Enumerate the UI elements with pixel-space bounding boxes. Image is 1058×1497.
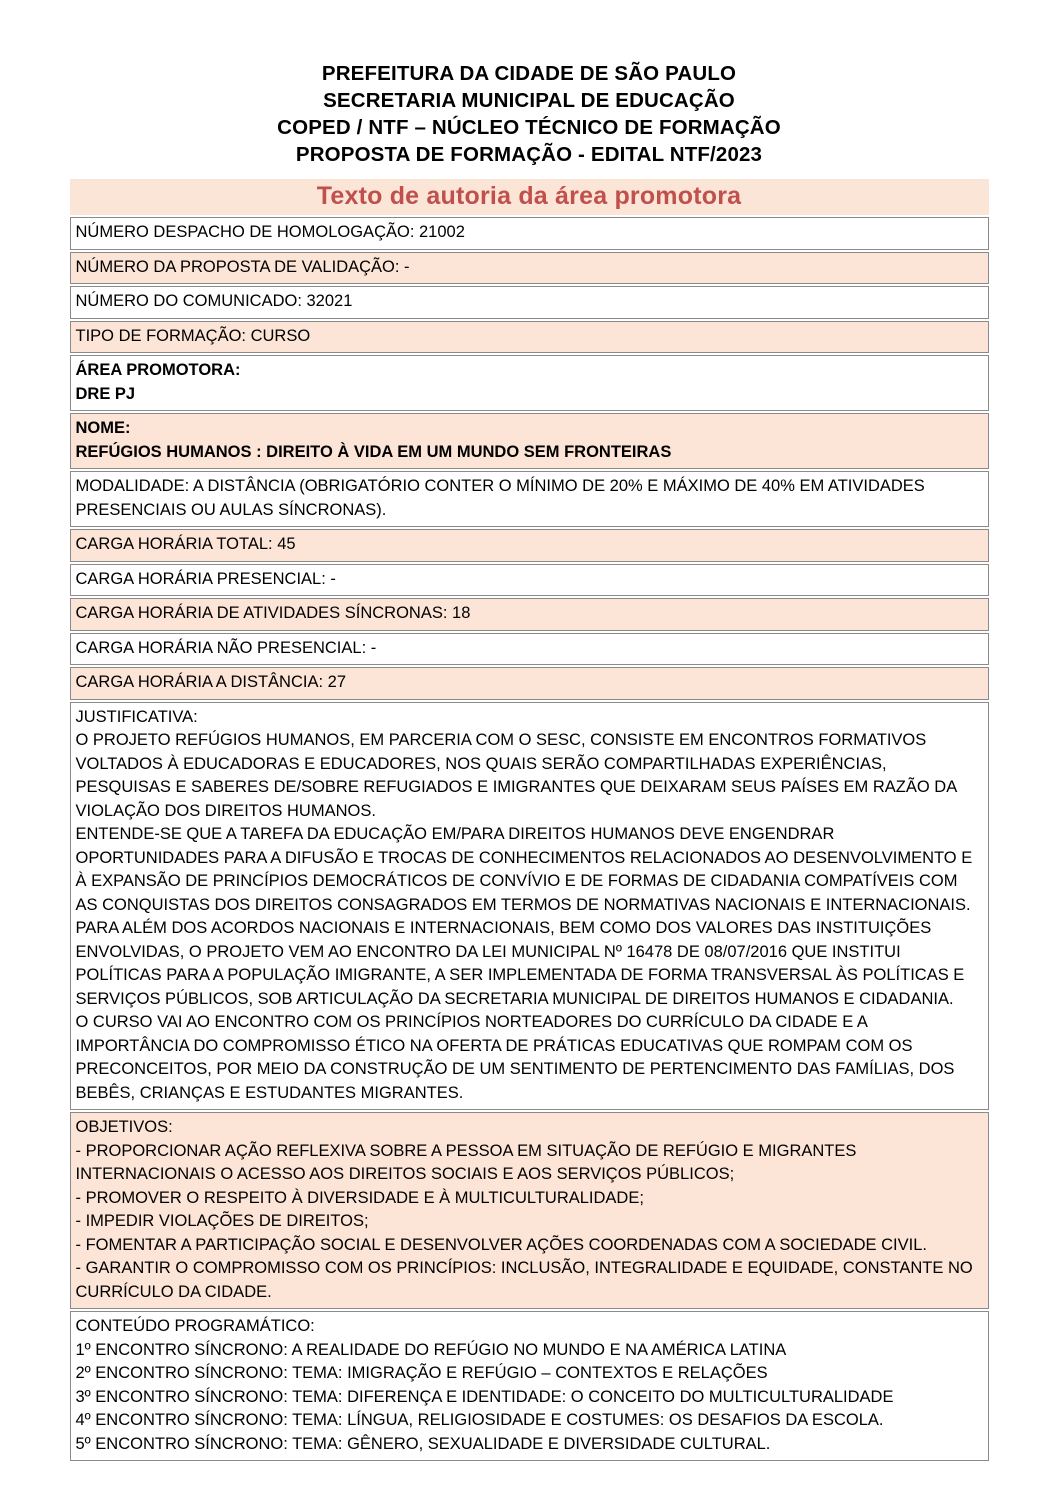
row-carga-horaria-sincronas <box>70 598 989 631</box>
row-carga-horaria-presencial <box>70 564 989 597</box>
proposta-form-table <box>70 177 989 1463</box>
conteudo-item: 4º ENCONTRO SÍNCRONO: TEMA: LÍNGUA, RELIGIOSIDADE E COSTUMES: OS DESAFIOS DA ESCOLA. <box>75 1411 884 1429</box>
row-tipo-formacao <box>70 321 989 354</box>
justificativa-paragraph: O PROJETO REFÚGIOS HUMANOS, EM PARCERIA COM O SESC, CONSISTE EM ENCONTROS FORMATIVOS VOLTADOS À EDUCADORAS E EDUCADORES, NOS QUAIS SERÃO COMPARTILHADAS EXPERIÊNCIAS, PESQUISAS E SABERES DE/SOBRE REFUGIADOS E IMIGRANTES QUE DEIXARAM SEUS PAÍSES EM RAZÃO DA VIOLAÇÃO DOS DIREITOS HUMANOS. <box>75 731 961 820</box>
document-header <box>0 0 1058 168</box>
nome-value: REFÚGIOS HUMANOS : DIREITO À VIDA EM UM MUNDO SEM FRONTEIRAS <box>75 442 672 461</box>
row-carga-horaria-total <box>70 529 989 562</box>
header-line-coped-ntf: COPED / NTF – NÚCLEO TÉCNICO DE FORMAÇÃO <box>277 116 781 139</box>
cell-modalidade: MODALIDADE: A DISTÂNCIA (OBRIGATÓRIO CONTER O MÍNIMO DE 20% E MÁXIMO DE 40% EM ATIVIDADES PRESENCIAIS OU AULAS SÍNCRONAS). <box>70 471 989 527</box>
cell-numero-comunicado: NÚMERO DO COMUNICADO: 32021 <box>70 286 989 319</box>
row-objetivos <box>70 1112 989 1309</box>
justificativa-paragraph: PARA ALÉM DOS ACORDOS NACIONAIS E INTERNACIONAIS, BEM COMO DOS VALORES DAS INSTITUIÇÕES ENVOLVIDAS, O PROJETO VEM AO ENCONTRO DA LEI MUNICIPAL Nº 16478 DE 08/07/2016 QUE INSTITUI POLÍTICAS PARA A POPULAÇÃO IMIGRANTE, A SER IMPLEMENTADA DE FORMA TRANSVERSAL ÀS POLÍTICAS E SERVIÇOS PÚBLICOS, SOB ARTICULAÇÃO DA SECRETARIA MUNICIPAL DE DIREITOS HUMANOS E CIDADANIA. <box>75 919 969 1008</box>
conteudo-item: 2º ENCONTRO SÍNCRONO: TEMA: IMIGRAÇÃO E REFÚGIO – CONTEXTOS E RELAÇÕES <box>75 1364 768 1382</box>
objetivos-item: - PROPORCIONAR AÇÃO REFLEXIVA SOBRE A PESSOA EM SITUAÇÃO DE REFÚGIO E MIGRANTES INTERNACIONAIS O ACESSO AOS DIREITOS SOCIAIS E AOS SERVIÇOS PÚBLICOS; <box>75 1141 861 1183</box>
row-area-promotora <box>70 355 989 411</box>
row-modalidade <box>70 471 989 527</box>
cell-carga-horaria-nao-presencial: CARGA HORÁRIA NÃO PRESENCIAL: - <box>70 633 989 666</box>
area-promotora-value: DRE PJ <box>75 384 136 403</box>
cell-objetivos <box>70 1112 989 1309</box>
cell-area-promotora <box>70 355 989 411</box>
cell-carga-horaria-distancia: CARGA HORÁRIA A DISTÂNCIA: 27 <box>70 667 989 700</box>
cell-tipo-formacao: TIPO DE FORMAÇÃO: CURSO <box>70 321 989 354</box>
banner-title: Texto de autoria da área promotora <box>316 182 742 210</box>
row-conteudo-programatico <box>70 1311 989 1461</box>
nome-label: NOME: <box>75 419 131 437</box>
objetivos-item: - GARANTIR O COMPROMISSO COM OS PRINCÍPIOS: INCLUSÃO, INTEGRALIDADE E EQUIDADE, CONSTANTE NO CURRÍCULO DA CIDADE. <box>75 1259 978 1301</box>
objetivos-item: - FOMENTAR A PARTICIPAÇÃO SOCIAL E DESENVOLVER AÇÕES COORDENADAS COM A SOCIEDADE CIVIL. <box>75 1235 927 1254</box>
banner-cell <box>70 179 989 215</box>
header-line-secretaria: SECRETARIA MUNICIPAL DE EDUCAÇÃO <box>323 89 735 112</box>
row-justificativa <box>70 702 989 1111</box>
conteudo-item: 5º ENCONTRO SÍNCRONO: TEMA: GÊNERO, SEXUALIDADE E DIVERSIDADE CULTURAL. <box>75 1434 771 1453</box>
objetivos-item: - PROMOVER O RESPEITO À DIVERSIDADE E À MULTICULTURALIDADE; <box>75 1188 644 1207</box>
conteudo-item: 3º ENCONTRO SÍNCRONO: TEMA: DIFERENÇA E IDENTIDADE: O CONCEITO DO MULTICULTURALIDADE <box>75 1387 894 1406</box>
conteudo-item: 1º ENCONTRO SÍNCRONO: A REALIDADE DO REFÚGIO NO MUNDO E NA AMÉRICA LATINA <box>75 1340 787 1359</box>
header-line-prefeitura: PREFEITURA DA CIDADE DE SÃO PAULO <box>321 62 737 85</box>
justificativa-paragraph: O CURSO VAI AO ENCONTRO COM OS PRINCÍPIOS NORTEADORES DO CURRÍCULO DA CIDADE E A IMPORTÂNCIA DO COMPROMISSO ÉTICO NA OFERTA DE PRÁTICAS EDUCATIVAS QUE ROMPAM COM OS PRECONCEITOS, POR MEIO DA CONSTRUÇÃO DE UM SENTIMENTO DE PERTENCIMENTO DAS FAMÍLIAS, DOS BEBÊS, CRIANÇAS E ESTUDANTES MIGRANTES. <box>75 1013 960 1102</box>
row-numero-comunicado <box>70 286 989 319</box>
objetivos-label: OBJETIVOS: <box>75 1118 173 1136</box>
area-promotora-label: ÁREA PROMOTORA: <box>75 361 241 379</box>
row-numero-despacho <box>70 217 989 250</box>
conteudo-label: CONTEÚDO PROGRAMÁTICO: <box>75 1317 315 1335</box>
objetivos-item: - IMPEDIR VIOLAÇÕES DE DIREITOS; <box>75 1212 369 1230</box>
header-line-proposta-edital: PROPOSTA DE FORMAÇÃO - EDITAL NTF/2023 <box>295 143 763 166</box>
cell-carga-horaria-presencial: CARGA HORÁRIA PRESENCIAL: - <box>70 564 989 597</box>
cell-numero-despacho: NÚMERO DESPACHO DE HOMOLOGAÇÃO: 21002 <box>70 217 989 250</box>
justificativa-paragraph: ENTENDE-SE QUE A TAREFA DA EDUCAÇÃO EM/PARA DIREITOS HUMANOS DEVE ENGENDRAR OPORTUNIDADES PARA A DIFUSÃO E TROCAS DE CONHECIMENTOS RELACIONADOS AO DESENVOLVIMENTO E À EXPANSÃO DE PRINCÍPIOS DEMOCRÁTICOS DE CONVÍVIO E DE FORMAS DE CIDADANIA COMPATÍVEIS COM AS CONQUISTAS DOS DIREITOS CONSAGRADOS EM TERMOS DE NORMATIVAS NACIONAIS E INTERNACIONAIS. <box>75 825 977 914</box>
cell-numero-proposta-validacao: NÚMERO DA PROPOSTA DE VALIDAÇÃO: - <box>70 252 989 285</box>
row-carga-horaria-nao-presencial <box>70 633 989 666</box>
cell-justificativa <box>70 702 989 1111</box>
cell-carga-horaria-total: CARGA HORÁRIA TOTAL: 45 <box>70 529 989 562</box>
row-nome <box>70 413 989 469</box>
cell-nome <box>70 413 989 469</box>
banner-row <box>70 179 989 215</box>
justificativa-label: JUSTIFICATIVA: <box>75 707 198 726</box>
cell-conteudo-programatico <box>70 1311 989 1461</box>
row-numero-proposta-validacao <box>70 252 989 285</box>
row-carga-horaria-distancia <box>70 667 989 700</box>
cell-carga-horaria-sincronas: CARGA HORÁRIA DE ATIVIDADES SÍNCRONAS: 18 <box>70 598 989 631</box>
